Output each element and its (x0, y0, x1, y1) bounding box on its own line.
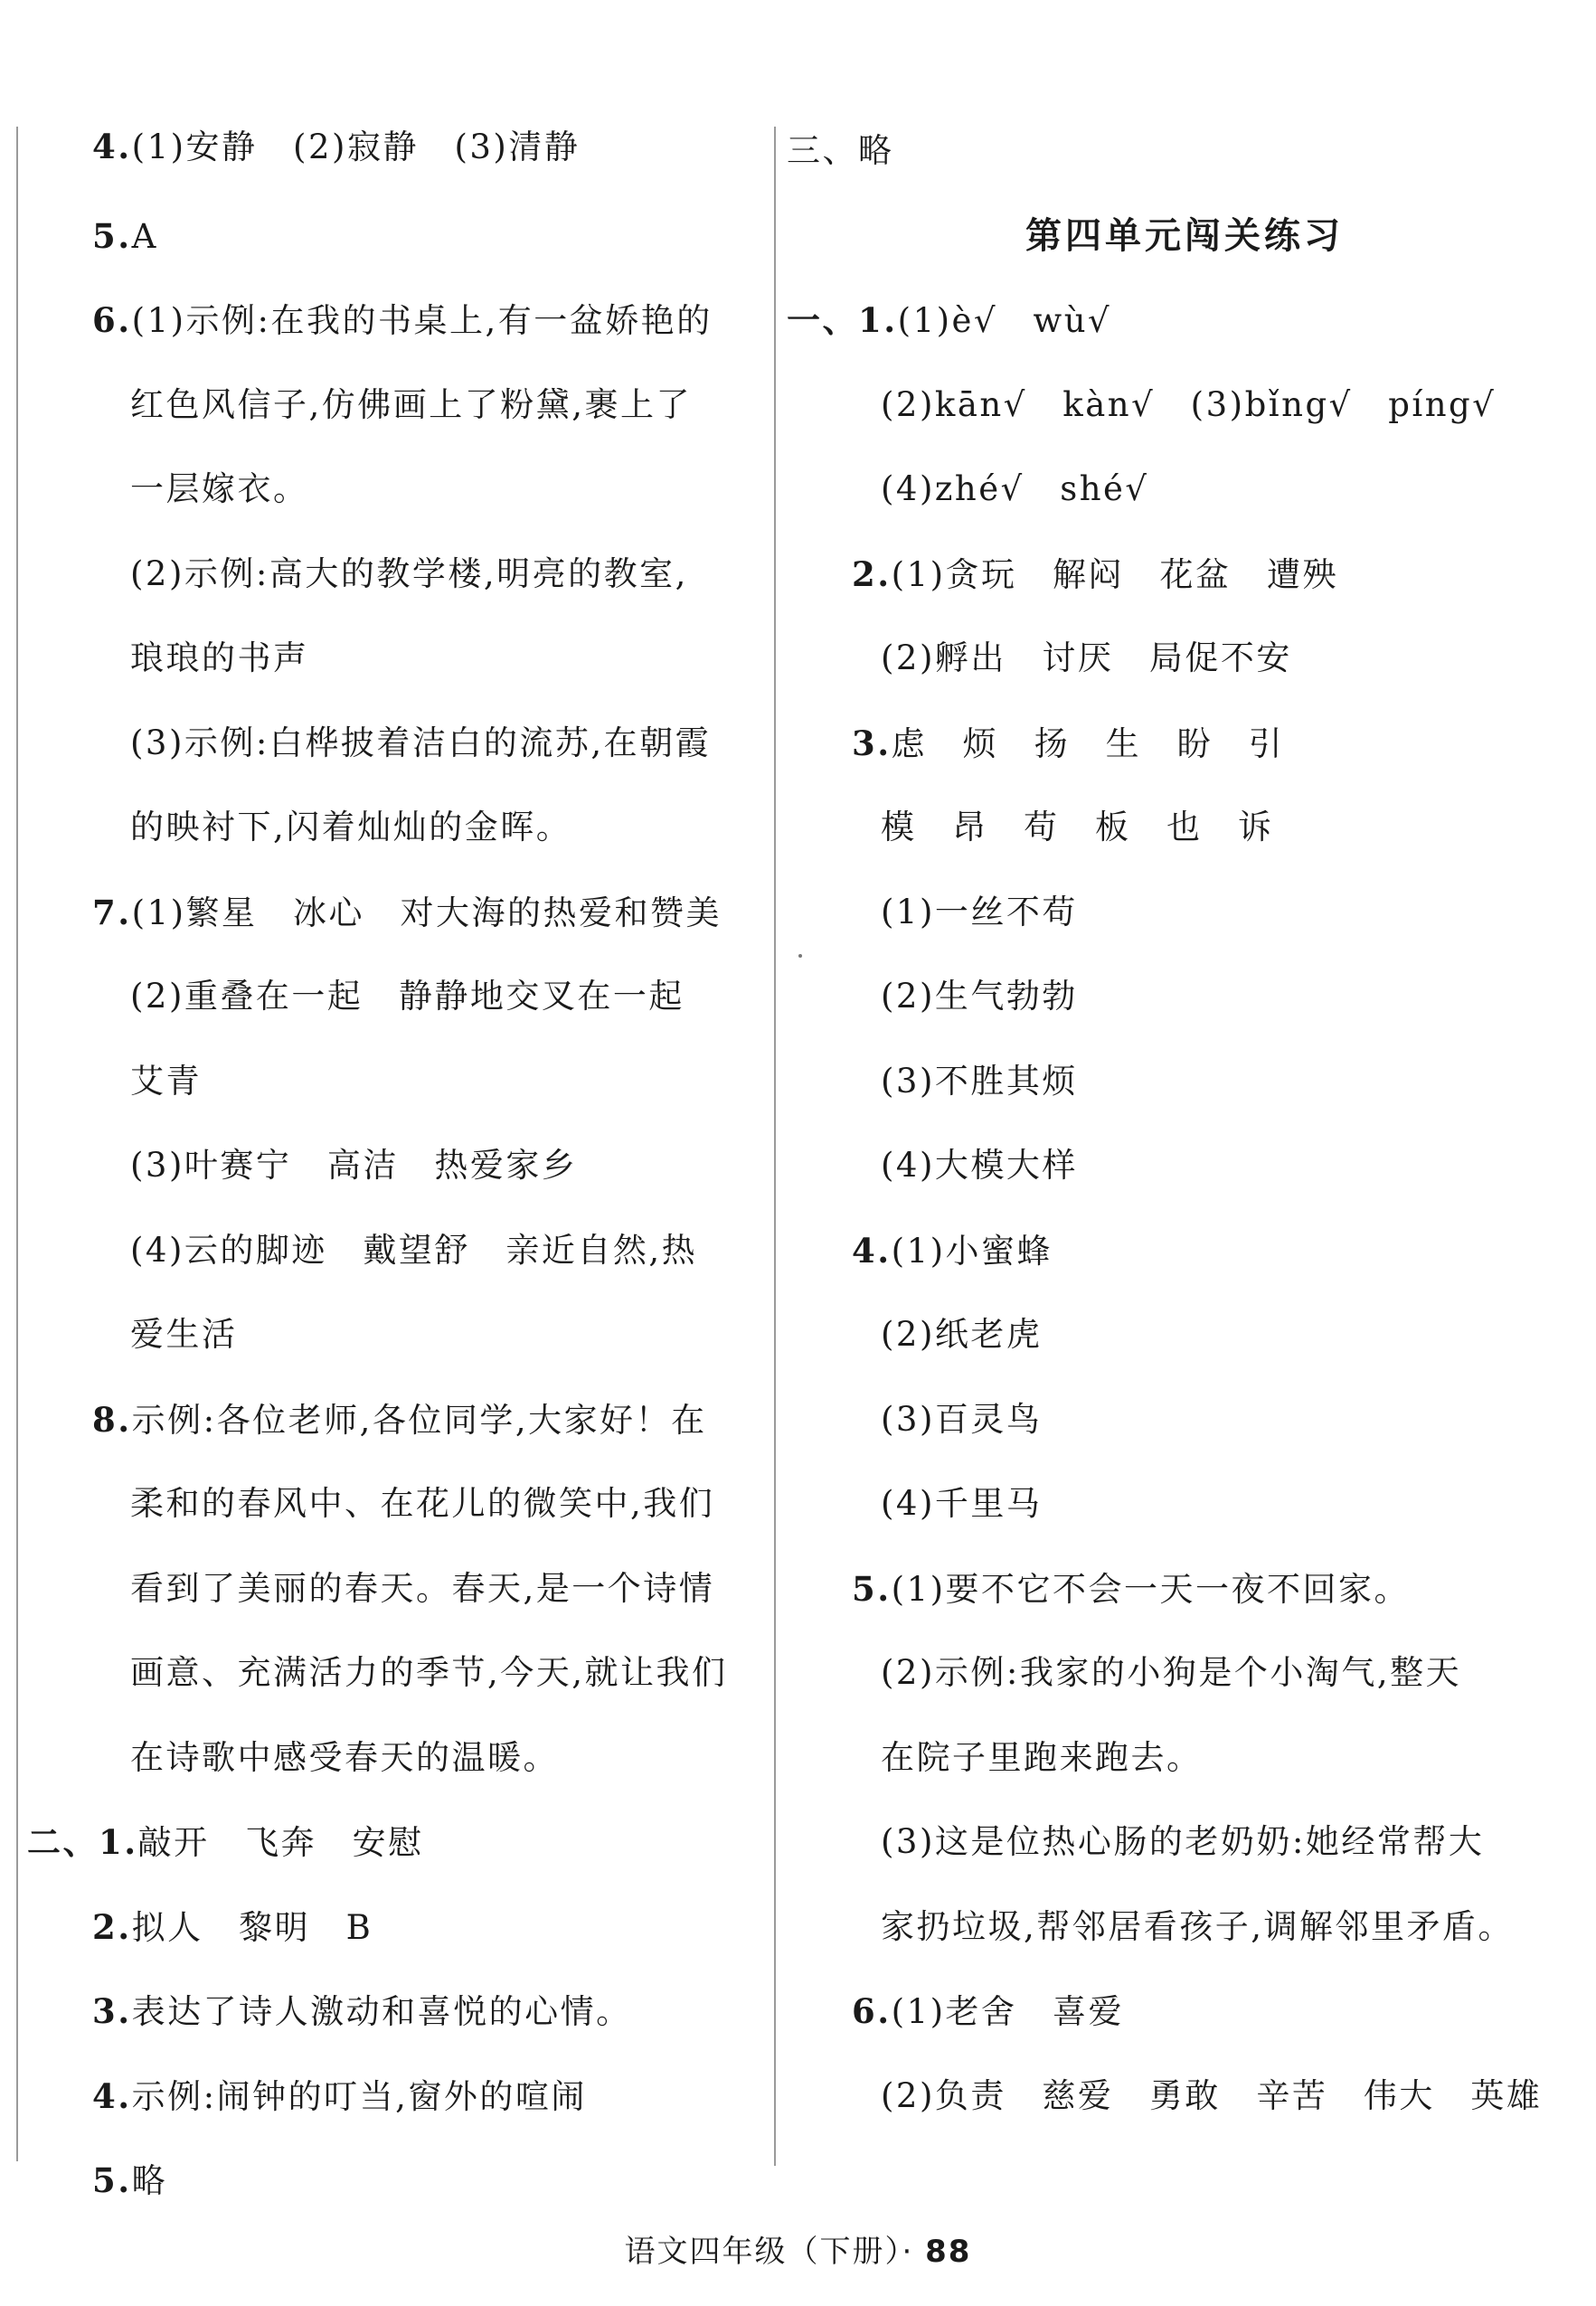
page-number: 88 (925, 2234, 972, 2270)
answer-text: 艾青 (130, 1061, 202, 1101)
answer-text: (4)千里马 (881, 1484, 1043, 1523)
answer-text: (1)小蜜蜂 (891, 1231, 1053, 1271)
question-number: 4. (852, 1230, 892, 1271)
answer-line (27, 1388, 764, 1473)
question-number: 8. (92, 1399, 132, 1440)
answer-text: 略 (131, 2161, 168, 2200)
answer-line (27, 627, 764, 712)
answer-text: (2)kān√ kàn√ (3)bǐng√ píng√ (881, 384, 1497, 424)
question-number: 5. (92, 215, 132, 256)
question-number: 6. (92, 300, 132, 340)
answer-text: (2)示例:高大的教学楼,明亮的教室, (130, 553, 688, 593)
answer-text: 示例:闹钟的叮当,窗外的喧闹 (131, 2076, 587, 2116)
section-title (787, 204, 1582, 289)
answer-text: 模 昂 苟 板 也 诉 (881, 808, 1274, 846)
answer-text: (2)重叠在一起 静静地交叉在一起 (130, 977, 685, 1016)
answer-text: 一层嫁衣。 (130, 469, 309, 508)
answer-line (787, 627, 1582, 712)
answer-line (27, 881, 764, 966)
answer-line (787, 458, 1582, 543)
answer-text: (3)不胜其烦 (881, 1061, 1078, 1101)
answer-text: 琅琅的书声 (130, 638, 309, 677)
answer-text: 表达了诗人激动和喜悦的心情。 (131, 1992, 632, 2031)
answer-text: (1)一丝不苟 (881, 892, 1078, 931)
answer-line (787, 1895, 1582, 1980)
answer-text: (1)示例:在我的书桌上,有一盆娇艳的 (131, 301, 713, 340)
answer-line (27, 2149, 764, 2234)
section-title-text: 第四单元闯关练习 (1025, 214, 1344, 257)
answer-text: (1)要不它不会一天一夜不回家。 (891, 1569, 1411, 1609)
answer-line (27, 965, 764, 1050)
answer-text: 在院子里跑来跑去。 (881, 1737, 1203, 1777)
answer-line (27, 796, 764, 881)
answer-text: 敲开 飞奔 安慰 (137, 1823, 424, 1862)
question-number: 5. (852, 1568, 892, 1609)
answer-text: (1)贪玩 解闷 花盆 遭殃 (891, 554, 1339, 594)
answer-text: 看到了美丽的春天。春天,是一个诗情 (130, 1568, 715, 1608)
answer-text: 在诗歌中感受春天的温暖。 (130, 1737, 559, 1777)
answer-line (787, 881, 1582, 966)
answer-line (27, 1472, 764, 1557)
answer-text: 柔和的春风中、在花儿的微笑中,我们 (130, 1484, 715, 1523)
question-number: 二、1. (27, 1822, 138, 1862)
left-edge-rule (16, 127, 18, 2161)
answer-line (787, 1050, 1582, 1135)
answer-line (787, 712, 1582, 797)
question-number: 6. (852, 1991, 892, 2031)
answer-text: 虑 烦 扬 生 盼 引 (891, 723, 1285, 763)
answer-text: 红色风信子,仿佛画上了粉黛,裹上了 (130, 384, 693, 424)
answer-line (27, 2065, 764, 2150)
answer-text: (1)安静 (2)寂静 (3)清静 (131, 128, 581, 166)
answer-text: (2)孵出 讨厌 局促不安 (881, 638, 1292, 677)
answer-line (27, 543, 764, 628)
answer-text: (2)生气勃勃 (881, 977, 1078, 1016)
answer-text: 示例:各位老师,各位同学,大家好！在 (131, 1400, 707, 1440)
answer-line (787, 1810, 1582, 1895)
answer-line (27, 458, 764, 543)
answer-text: (1)è√ wù√ (897, 301, 1112, 340)
answer-text: 画意、充满活力的季节,今天,就让我们 (130, 1653, 728, 1692)
answer-line (27, 1050, 764, 1135)
answer-line (27, 204, 764, 289)
answer-line (787, 373, 1582, 458)
answer-text: (4)云的脚迹 戴望舒 亲近自然,热 (130, 1230, 698, 1270)
answer-text: (3)这是位热心肠的老奶奶:她经常帮大 (881, 1822, 1485, 1861)
question-number: 3. (92, 1991, 132, 2031)
answer-text: 三、略 (787, 131, 894, 170)
answer-text: 家扔垃圾,帮邻居看孩子,调解邻里矛盾。 (881, 1906, 1515, 1946)
question-number: 4. (92, 2075, 132, 2116)
answer-line (27, 1303, 764, 1388)
answer-text: (4)zhé√ shé√ (881, 469, 1149, 508)
answer-text: (2)负责 慈爱 勇敢 辛苦 伟大 英雄 (881, 2075, 1543, 2115)
answer-text: (2)示例:我家的小狗是个小淘气,整天 (881, 1653, 1462, 1692)
answer-line (27, 1810, 764, 1895)
answer-text: (3)百灵鸟 (881, 1399, 1043, 1439)
answer-line (787, 1980, 1582, 2065)
question-number: 一、1. (787, 300, 898, 340)
question-number: 4. (92, 127, 132, 166)
answer-line (787, 1134, 1582, 1219)
answer-line (787, 2065, 1582, 2150)
answer-line (27, 1980, 764, 2065)
answer-line (787, 1388, 1582, 1473)
column-divider (774, 127, 776, 2166)
answer-line (787, 1726, 1582, 1811)
answer-text: 的映衬下,闪着灿灿的金晖。 (130, 808, 572, 846)
answer-line (787, 543, 1582, 628)
question-number: 2. (92, 1906, 132, 1947)
answer-line (27, 1557, 764, 1642)
left-column (27, 119, 764, 2234)
answer-text: (3)叶赛宁 高洁 热爱家乡 (130, 1146, 578, 1185)
question-number: 7. (92, 892, 132, 932)
answer-line (787, 288, 1582, 373)
page-footer (0, 2226, 1596, 2271)
answer-line (787, 1472, 1582, 1557)
answer-line (787, 1219, 1582, 1304)
answer-line (27, 1134, 764, 1219)
right-column (787, 119, 1582, 2149)
answer-line (787, 1641, 1582, 1726)
answer-text: (1)繁星 冰心 对大海的热爱和赞美 (131, 893, 722, 932)
question-number: 5. (92, 2160, 132, 2200)
answer-line (27, 373, 764, 458)
answer-line (27, 1641, 764, 1726)
footer-book-label: 语文四年级（下册）· (624, 2234, 914, 2270)
answer-line (27, 1219, 764, 1304)
answer-line (787, 1303, 1582, 1388)
answer-line (27, 288, 764, 373)
answer-line (27, 119, 764, 204)
answer-text: A (131, 216, 158, 256)
answer-line (27, 1726, 764, 1811)
answer-line (787, 796, 1582, 881)
answer-line (27, 712, 764, 797)
answer-line (787, 965, 1582, 1050)
answer-text: (3)示例:白桦披着洁白的流苏,在朝霞 (130, 723, 712, 762)
answer-line (787, 119, 1582, 204)
answer-text: (2)纸老虎 (881, 1315, 1043, 1354)
answer-line (787, 1557, 1582, 1642)
answer-line (27, 1895, 764, 1980)
question-number: 2. (852, 553, 892, 594)
answer-text: 拟人 黎明 B (131, 1907, 373, 1947)
question-number: 3. (852, 723, 892, 763)
answer-text: (4)大模大样 (881, 1146, 1078, 1185)
answer-text: 爱生活 (130, 1315, 238, 1354)
answer-text: (1)老舍 喜爱 (891, 1992, 1125, 2031)
